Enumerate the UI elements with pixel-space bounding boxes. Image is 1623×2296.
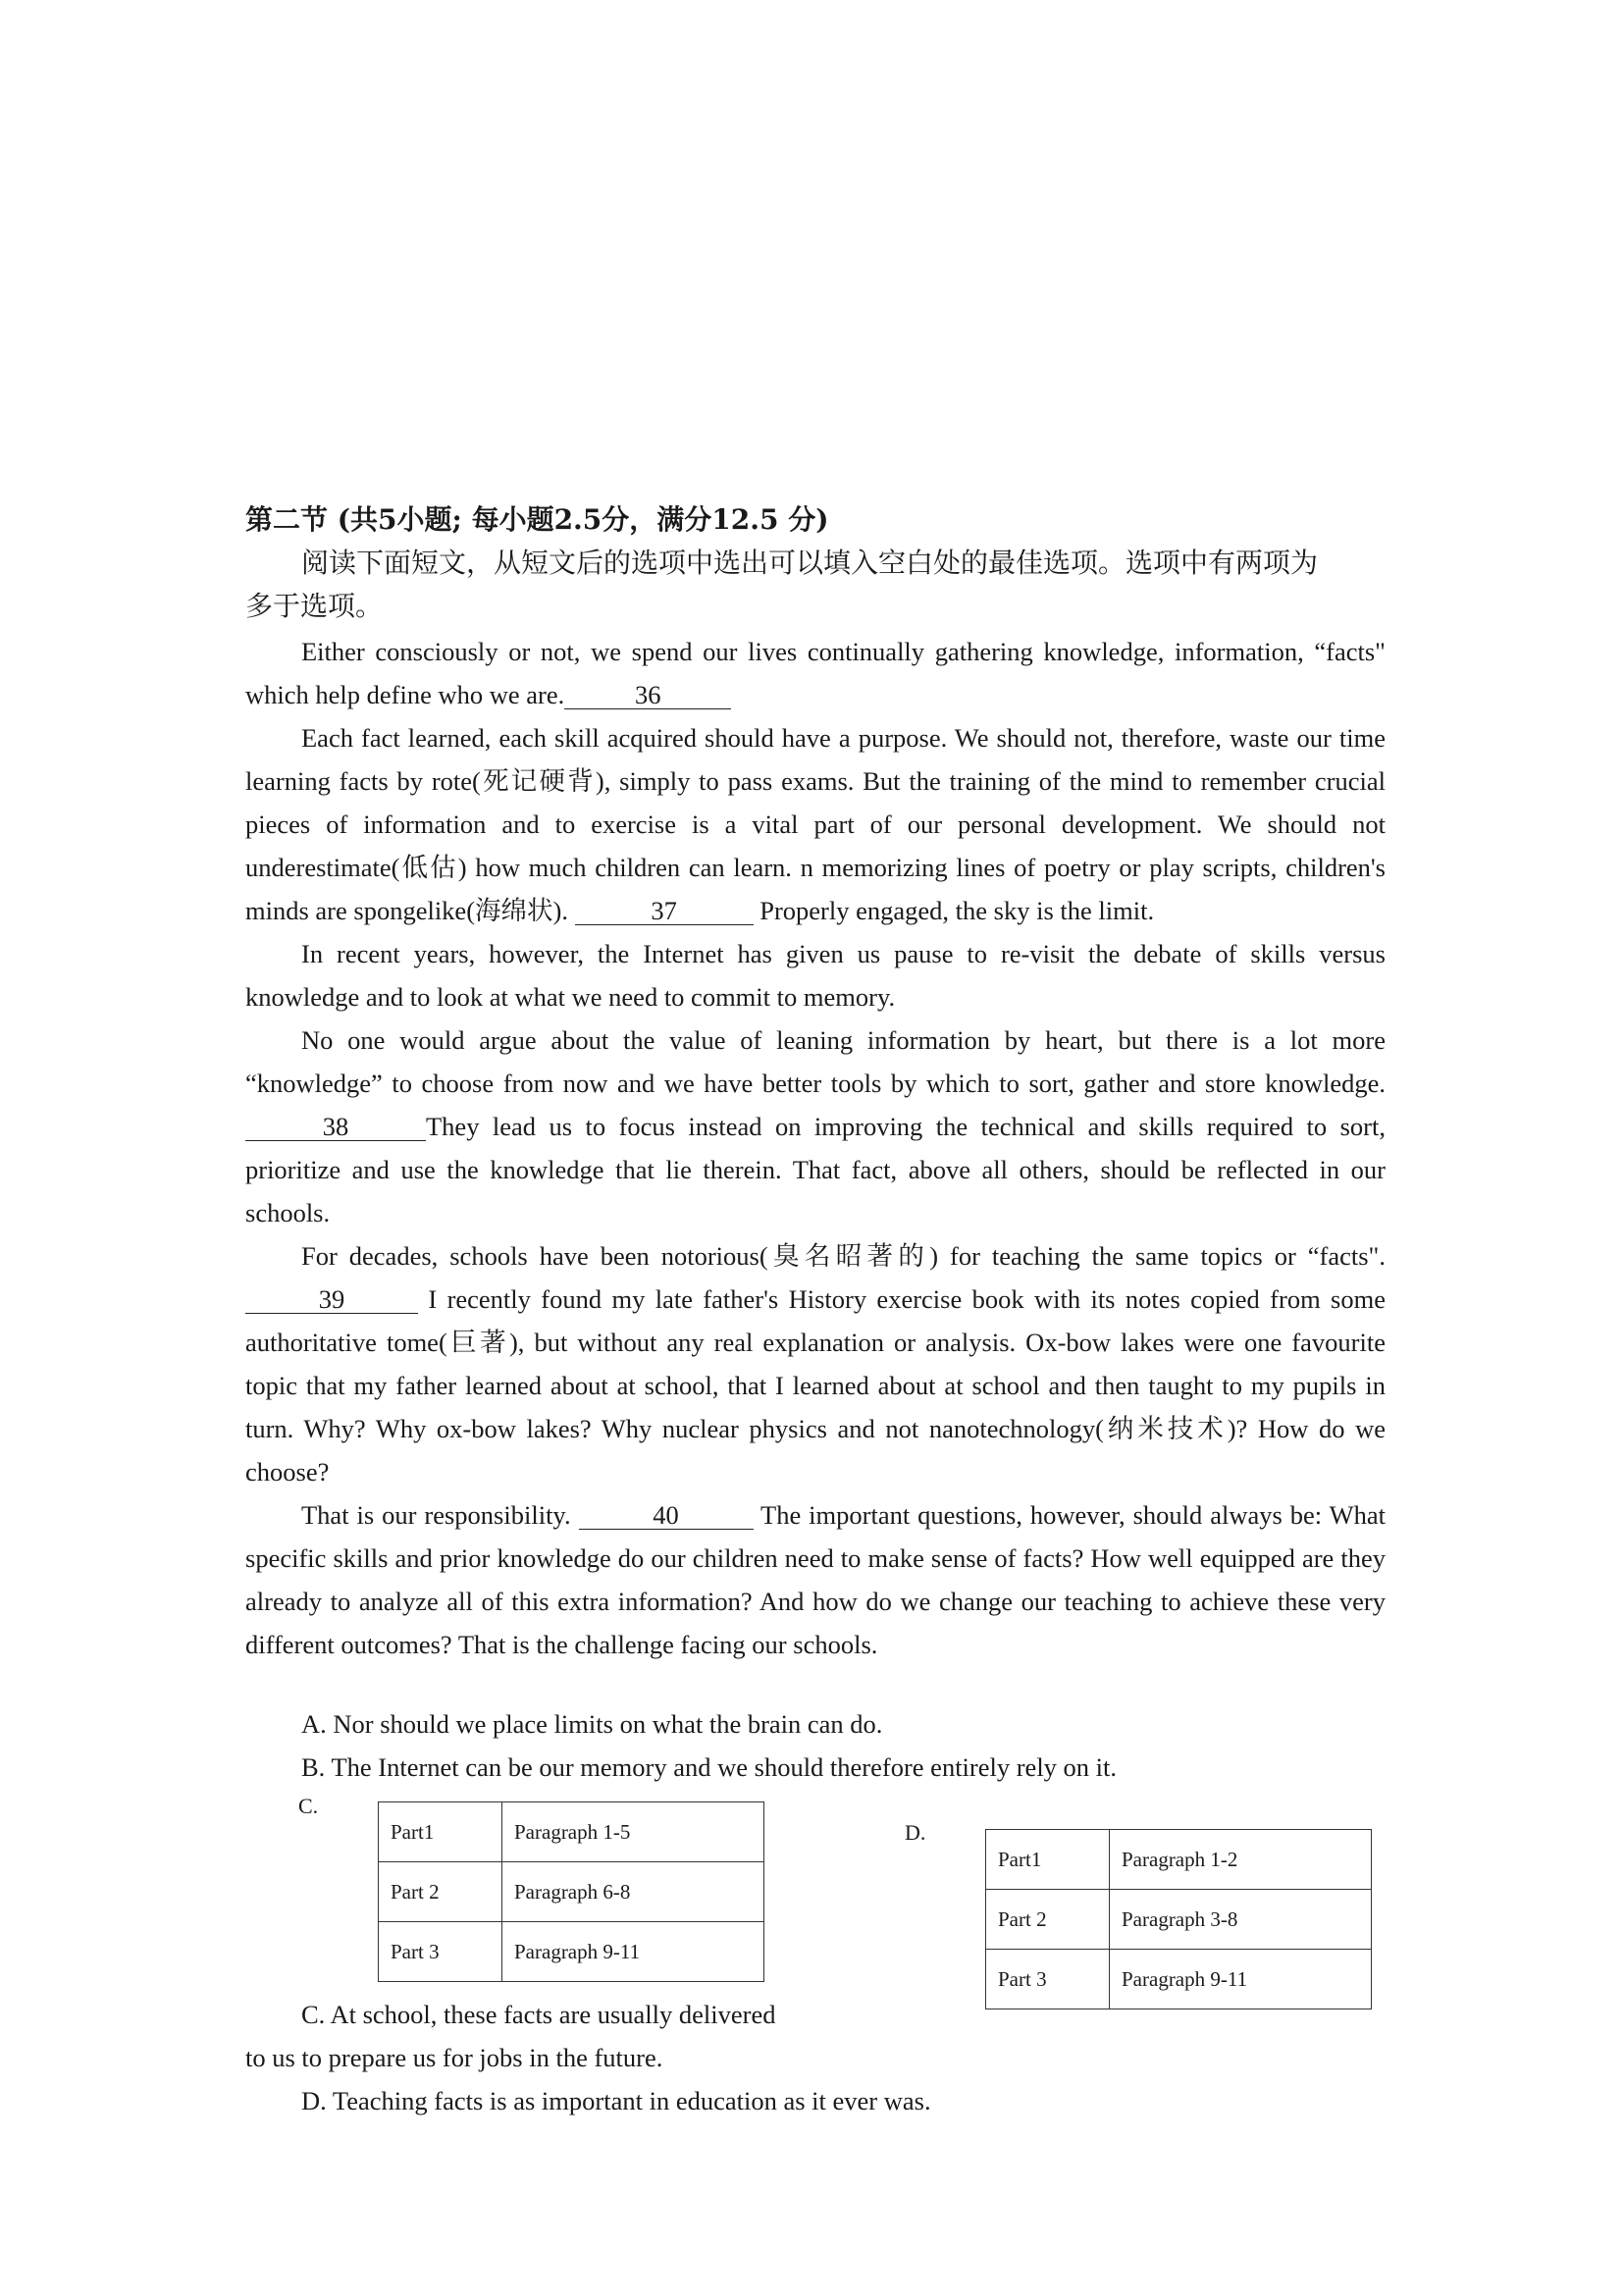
option-a: A. Nor should we place limits on what the brain can do. (301, 1709, 883, 1739)
option-c-line-2: to us to prepare us for jobs in the future. (245, 2043, 663, 2072)
table-cell: Paragraph 6-8 (502, 1862, 764, 1922)
paragraph-5-text-end: I recently found my late father's History exercise book with its notes copied from some authoritative tome(巨著), but without any real explanation or analysis. Ox-bow lakes were one favourite topic that my father learned about at school, that I learned about at school and then taught to my pupils in turn. Why? Why ox-bow lakes? Why nuclear physics and not nanotechnology(纳米技术)? How do we choose? (245, 1284, 1386, 1487)
table-cell: Part 2 (986, 1890, 1110, 1950)
table-row (379, 1862, 764, 1922)
table-c (378, 1801, 764, 1982)
table-cell: Paragraph 9-11 (1110, 1950, 1372, 2009)
blank-38: 38 (245, 1113, 426, 1141)
table-row (986, 1890, 1372, 1950)
section-title: 第二节 (共5小题; 每小题2.5分，满分12.5 分) (245, 503, 829, 536)
blank-36: 36 (564, 681, 731, 709)
paragraph-4-text: No one would argue about the value of leaning information by heart, but there is a lot more “knowledge” to choose from now and we have better tools by which to sort, gather and store knowledge. (245, 1025, 1386, 1098)
paragraph-6-text-end: The important questions, however, should always be: What specific skills and prior knowledge do our children need to make sense of facts? How well equipped are they already to analyze all of this extra information? And how do we change our teaching to achieve these very different outcomes? That is the challenge facing our schools. (245, 1500, 1386, 1659)
paragraph-5-text: For decades, schools have been notorious(臭名昭著的) for teaching the same topics or “facts". (301, 1241, 1386, 1271)
paragraph-2-text: Each fact learned, each skill acquired should have a purpose. We should not, therefore, waste our time learning facts by rote(死记硬背), simply to pass exams. But the training of the mind to remember crucial pieces of information and to exercise is a vital part of our personal development. We should not underestimate(低估) how much children can learn. n memorizing lines of poetry or play scripts, children's minds are spongelike(海绵状). (245, 723, 1386, 925)
paragraph-5 (245, 1234, 1386, 1493)
table-cell: Part 2 (379, 1862, 502, 1922)
paragraph-4-text-end: They lead us to focus instead on improving the technical and skills required to sort, prioritize and use the knowledge that lie therein. That fact, above all others, should be reflected in our schools. (245, 1112, 1386, 1227)
table-cell: Paragraph 1-5 (502, 1802, 764, 1862)
paragraph-1 (245, 630, 1386, 716)
blank-37: 37 (575, 897, 754, 925)
instructions-line-2: 多于选项。 (245, 590, 384, 622)
option-c-line-1: C. At school, these facts are usually delivered (301, 2000, 776, 2029)
paragraph-6-text: That is our responsibility. (301, 1500, 571, 1530)
reading-passage (245, 630, 1386, 1666)
table-cell: Paragraph 3-8 (1110, 1890, 1372, 1950)
table-d-label: D. (905, 1820, 926, 1845)
table-cell: Part 3 (986, 1950, 1110, 2009)
table-row (986, 1830, 1372, 1890)
paragraph-2 (245, 716, 1386, 932)
blank-39: 39 (245, 1285, 418, 1314)
table-row (379, 1922, 764, 1982)
table-cell: Paragraph 9-11 (502, 1922, 764, 1982)
table-c-label: C. (298, 1794, 319, 1818)
paragraph-2-text-end: Properly engaged, the sky is the limit. (759, 896, 1155, 925)
table-d (985, 1829, 1372, 2009)
table-cell: Paragraph 1-2 (1110, 1830, 1372, 1890)
paragraph-1-text: Either consciously or not, we spend our lives continually gathering knowledge, information, “facts" which help define who we are. (245, 637, 1386, 709)
option-d: D. Teaching facts is as important in education as it ever was. (301, 2086, 931, 2115)
table-row (379, 1802, 764, 1862)
table-row (986, 1950, 1372, 2009)
paragraph-3: In recent years, however, the Internet has given us pause to re-visit the debate of skills versus knowledge and to look at what we need to commit to memory. (245, 939, 1386, 1012)
option-b: B. The Internet can be our memory and we should therefore entirely rely on it. (301, 1752, 1118, 1782)
table-cell: Part 3 (379, 1922, 502, 1982)
blank-40: 40 (579, 1501, 754, 1530)
instructions-line-1: 阅读下面短文，从短文后的选项中选出可以填入空白处的最佳选项。选项中有两项为 (301, 547, 1319, 579)
paragraph-4 (245, 1018, 1386, 1234)
table-cell: Part1 (379, 1802, 502, 1862)
paragraph-6 (245, 1493, 1386, 1666)
table-cell: Part1 (986, 1830, 1110, 1890)
